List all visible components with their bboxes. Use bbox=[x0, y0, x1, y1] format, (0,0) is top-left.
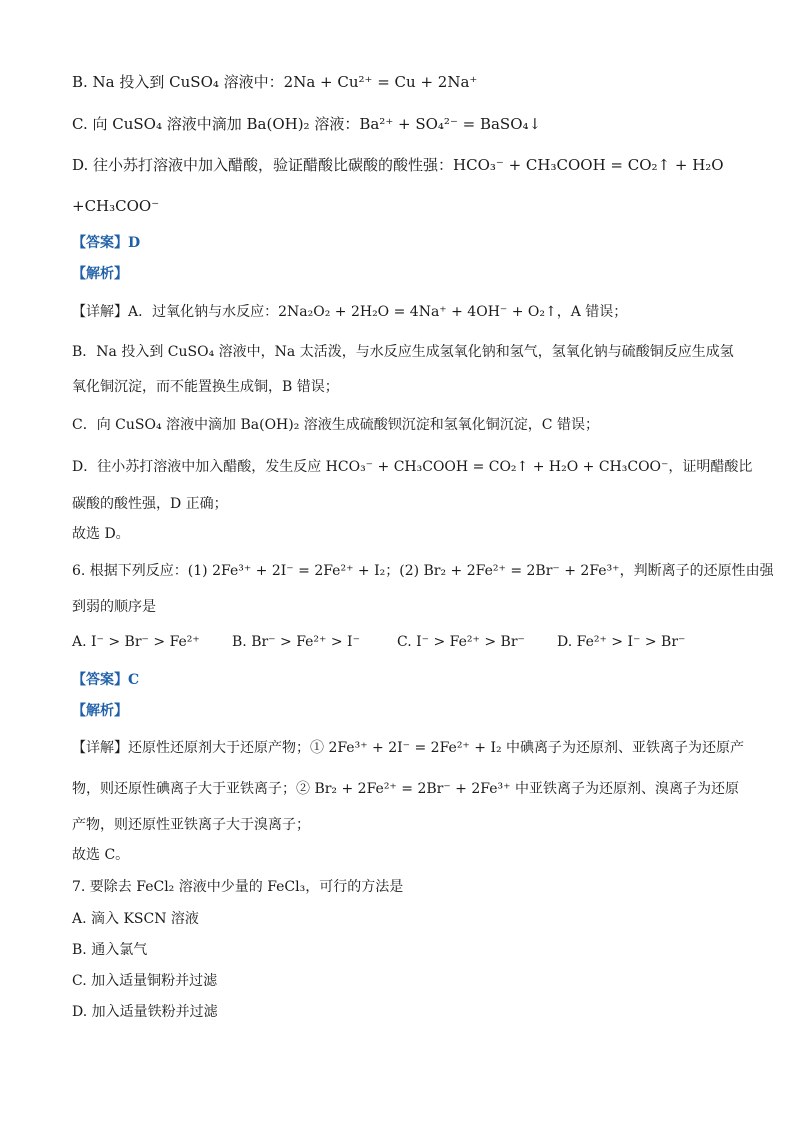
q6-analysis-label: 【解析】 bbox=[72, 703, 128, 719]
q5-option-b: B. Na 投入到 CuSO₄ 溶液中：2Na + Cu²⁺ = Cu + 2Na⁺ bbox=[72, 73, 478, 91]
q5-option-d-line1: D. 往小苏打溶液中加入醋酸，验证醋酸比碳酸的酸性强：HCO₃⁻ + CH₃COOH = CO₂↑ + H₂O bbox=[72, 156, 724, 174]
q6-option-b: B. Br⁻ > Fe²⁺ > I⁻ bbox=[232, 634, 360, 650]
q6-option-d: D. Fe²⁺ > I⁻ > Br⁻ bbox=[557, 634, 686, 650]
q7-option-d: D. 加入适量铁粉并过滤 bbox=[72, 1004, 218, 1020]
q5-detail-c: C．向 CuSO₄ 溶液中滴加 Ba(OH)₂ 溶液生成硫酸钡沉淀和氢氧化铜沉淀，C 错误； bbox=[72, 417, 599, 433]
q5-analysis-label: 【解析】 bbox=[72, 266, 128, 282]
q7-option-a: A. 滴入 KSCN 溶液 bbox=[72, 911, 199, 927]
q6-detail-line2: 物，则还原性碘离子大于亚铁离子；② Br₂ + 2Fe²⁺ = 2Br⁻ + 2Fe³⁺ 中亚铁离子为还原剂、溴离子为还原 bbox=[72, 781, 739, 797]
q5-conclusion: 故选 D。 bbox=[72, 526, 130, 542]
q5-answer: 【答案】D bbox=[72, 235, 141, 251]
q5-detail-b-line2: 氧化铜沉淀，而不能置换生成铜，B 错误； bbox=[72, 379, 339, 395]
q7-stem: 7. 要除去 FeCl₂ 溶液中少量的 FeCl₃，可行的方法是 bbox=[72, 879, 404, 895]
q6-option-a: A. I⁻ > Br⁻ > Fe²⁺ bbox=[72, 634, 200, 650]
q5-detail-a: 【详解】A．过氧化钠与水反应：2Na₂O₂ + 2H₂O = 4Na⁺ + 4OH⁻ + O₂↑，A 错误； bbox=[72, 304, 628, 320]
q6-detail-line1: 【详解】还原性还原剂大于还原产物；① 2Fe³⁺ + 2I⁻ = 2Fe²⁺ + I₂ 中碘离子为还原剂、亚铁离子为还原产 bbox=[72, 740, 745, 756]
q6-stem-line1: 6. 根据下列反应：(1) 2Fe³⁺ + 2I⁻ = 2Fe²⁺ + I₂；(2) Br₂ + 2Fe²⁺ = 2Br⁻ + 2Fe³⁺，判断离子的还原性由强 bbox=[72, 563, 774, 579]
q7-option-b: B. 通入氯气 bbox=[72, 942, 148, 958]
q5-detail-d-line2: 碳酸的酸性强，D 正确； bbox=[72, 496, 228, 512]
q6-option-c: C. I⁻ > Fe²⁺ > Br⁻ bbox=[397, 634, 525, 650]
q5-option-c: C. 向 CuSO₄ 溶液中滴加 Ba(OH)₂ 溶液：Ba²⁺ + SO₄²⁻ = BaSO₄↓ bbox=[72, 115, 542, 133]
q6-detail-line3: 产物，则还原性亚铁离子大于溴离子； bbox=[72, 817, 310, 833]
q6-stem-line2: 到弱的顺序是 bbox=[72, 599, 156, 615]
q7-option-c: C. 加入适量铜粉并过滤 bbox=[72, 973, 218, 989]
q5-detail-d-line1: D．往小苏打溶液中加入醋酸，发生反应 HCO₃⁻ + CH₃COOH = CO₂↑ + H₂O + CH₃COO⁻，证明醋酸比 bbox=[72, 459, 753, 475]
q6-answer: 【答案】C bbox=[72, 672, 140, 688]
q5-option-d-line2: +CH₃COO⁻ bbox=[72, 197, 160, 215]
q6-conclusion: 故选 C。 bbox=[72, 847, 130, 863]
q5-detail-b-line1: B．Na 投入到 CuSO₄ 溶液中，Na 太活泼，与水反应生成氢氧化钠和氢气，氢氧化钠与硫酸铜反应生成氢 bbox=[72, 344, 734, 360]
